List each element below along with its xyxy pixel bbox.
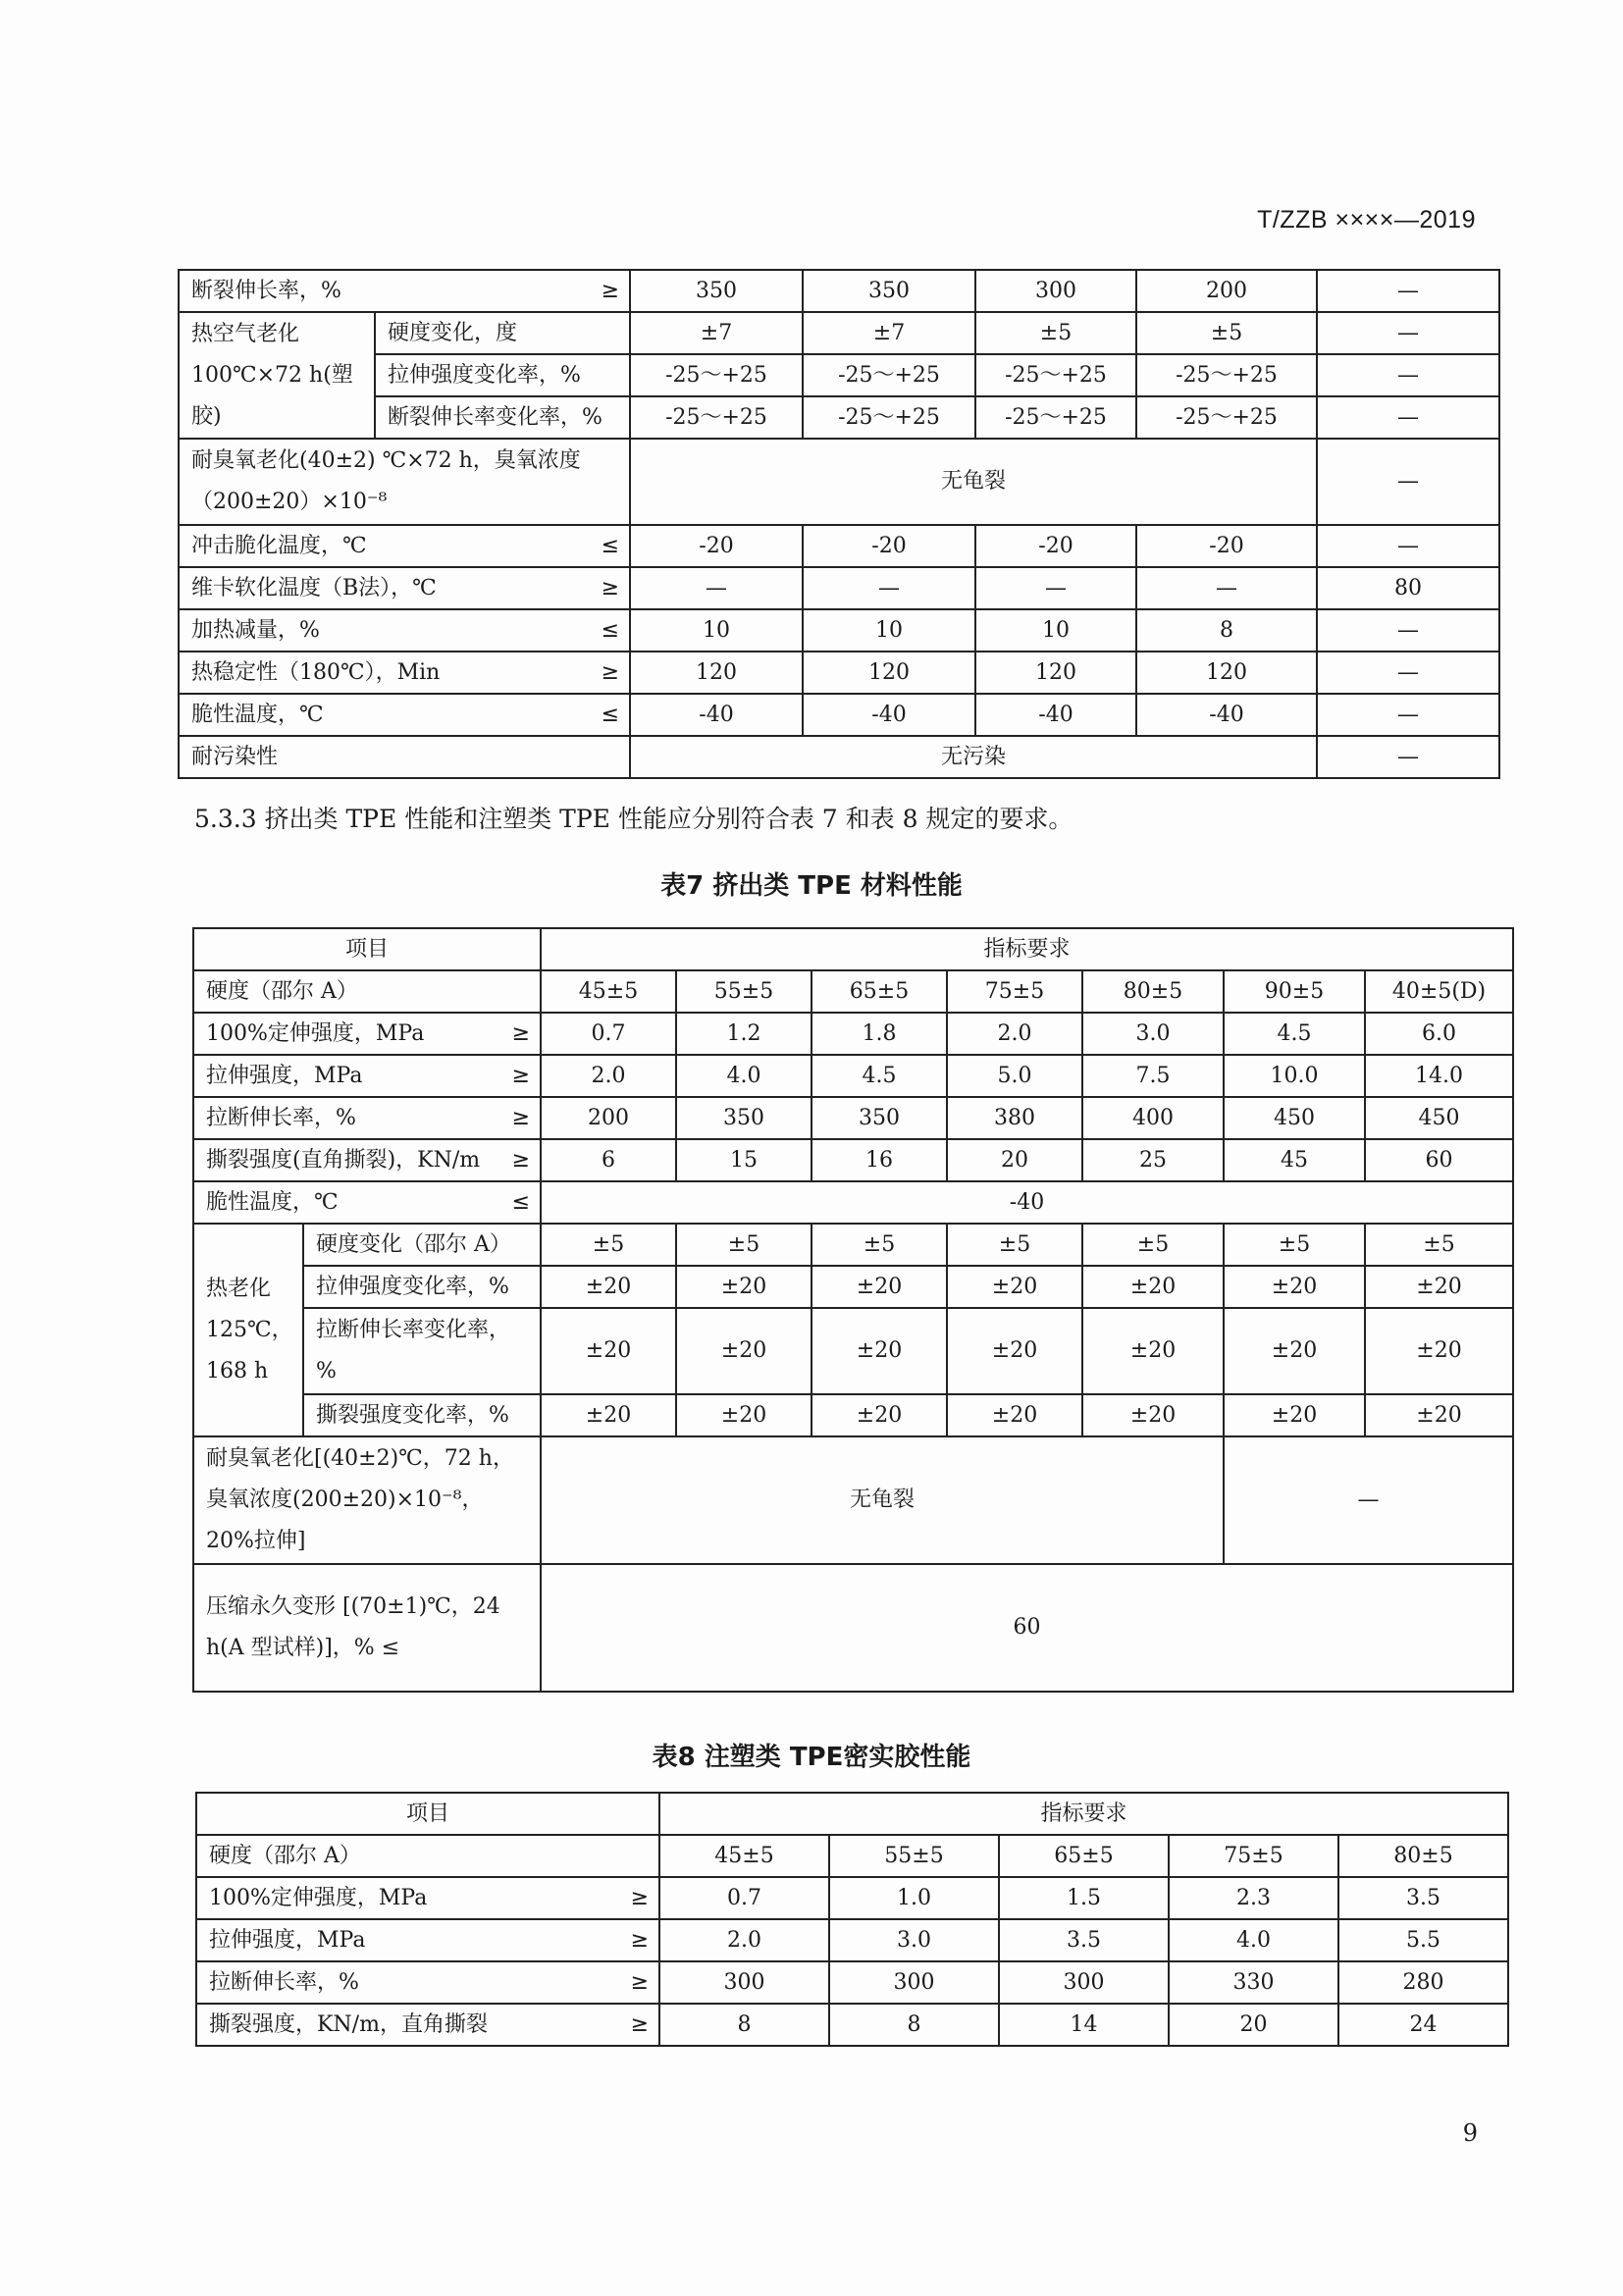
cell: ±20 <box>541 1266 676 1308</box>
cell: ±20 <box>1365 1266 1513 1308</box>
cell: 40±5(D) <box>1365 970 1513 1013</box>
table-row <box>179 736 1499 778</box>
header-requirement: 指标要求 <box>659 1793 1508 1835</box>
group-label: 热空气老化 100℃×72 h(塑胶) <box>179 312 375 439</box>
table-row <box>193 1308 1513 1394</box>
cell: — <box>1224 1436 1513 1564</box>
cell: 65±5 <box>999 1835 1169 1877</box>
cell: 60 <box>1365 1139 1513 1181</box>
cell: ±7 <box>803 312 975 354</box>
table-row <box>179 312 1499 354</box>
cell: ±20 <box>676 1308 812 1394</box>
cell: 20 <box>1169 2004 1338 2046</box>
cell: — <box>1317 609 1499 652</box>
cell: ±20 <box>1224 1394 1365 1436</box>
table-row <box>179 354 1499 396</box>
cell: — <box>630 567 803 609</box>
cell: -40 <box>803 694 975 736</box>
table-8 <box>195 1792 1509 2047</box>
table-row <box>179 694 1499 736</box>
row-label: 拉断伸长率变化率，% <box>303 1308 541 1394</box>
group-label: 热老化 125℃，168 h <box>193 1224 303 1436</box>
cell: 5.0 <box>947 1055 1082 1097</box>
cell: — <box>1317 439 1499 525</box>
cell: 0.7 <box>659 1877 829 1919</box>
cell: 4.5 <box>1224 1013 1365 1055</box>
cell: ±20 <box>947 1308 1082 1394</box>
cell: — <box>1317 270 1499 312</box>
table-row <box>193 1394 1513 1436</box>
cell: -20 <box>975 525 1136 567</box>
cell: 65±5 <box>812 970 947 1013</box>
row-label: 压缩永久变形 [(70±1)℃，24 h(A 型试样)]，% ≤ <box>193 1564 541 1692</box>
table-row <box>193 1181 1513 1224</box>
cell: 120 <box>1136 652 1317 694</box>
cell: ±5 <box>1082 1224 1224 1266</box>
row-label: 拉伸强度变化率，% <box>303 1266 541 1308</box>
cell: 120 <box>975 652 1136 694</box>
cell: -25～+25 <box>975 354 1136 396</box>
cell: 2.0 <box>947 1013 1082 1055</box>
cell: -25～+25 <box>803 396 975 439</box>
cell: 80 <box>1317 567 1499 609</box>
row-label: 撕裂强度变化率，% <box>303 1394 541 1436</box>
cell: — <box>1317 652 1499 694</box>
cell: 25 <box>1082 1139 1224 1181</box>
cell: 45±5 <box>659 1835 829 1877</box>
row-label: 拉伸强度变化率，% <box>375 354 630 396</box>
cell: 400 <box>1082 1097 1224 1139</box>
row-label: 硬度（邵尔 A） <box>193 970 541 1013</box>
cell: ±20 <box>1082 1308 1224 1394</box>
cell: ±20 <box>1082 1266 1224 1308</box>
cell: ±20 <box>1224 1308 1365 1394</box>
cell: 14 <box>999 2004 1169 2046</box>
row-label: 耐臭氧老化(40±2) ℃×72 h，臭氧浓度（200±20）×10⁻⁸ <box>179 439 630 525</box>
cell: ±20 <box>947 1266 1082 1308</box>
cell: 350 <box>676 1097 812 1139</box>
cell: 4.0 <box>1169 1919 1338 1961</box>
cell: 6.0 <box>1365 1013 1513 1055</box>
cell: 300 <box>829 1961 999 2004</box>
cell: -40 <box>1136 694 1317 736</box>
cell: — <box>1136 567 1317 609</box>
table-row <box>196 1835 1508 1877</box>
cell: 120 <box>630 652 803 694</box>
cell: 45 <box>1224 1139 1365 1181</box>
cell: — <box>1317 694 1499 736</box>
cell: 300 <box>659 1961 829 2004</box>
table-row <box>179 525 1499 567</box>
cell: 3.0 <box>1082 1013 1224 1055</box>
cell: -20 <box>803 525 975 567</box>
row-label: 热稳定性（180℃），Min ≥ <box>179 652 630 694</box>
cell: ±5 <box>1224 1224 1365 1266</box>
cell: -25～+25 <box>630 396 803 439</box>
cell: 1.0 <box>829 1877 999 1919</box>
row-label: 加热减量，% ≤ <box>179 609 630 652</box>
cell: 55±5 <box>829 1835 999 1877</box>
cell: ±20 <box>541 1394 676 1436</box>
cell: 8 <box>1136 609 1317 652</box>
cell: 4.0 <box>676 1055 812 1097</box>
row-label: 拉伸强度，MPa ≥ <box>196 1919 659 1961</box>
cell: ±20 <box>812 1266 947 1308</box>
table-row <box>193 970 1513 1013</box>
cell: 6 <box>541 1139 676 1181</box>
cell: 8 <box>659 2004 829 2046</box>
table-7 <box>192 927 1514 1693</box>
table-row <box>179 609 1499 652</box>
cell: ±5 <box>1365 1224 1513 1266</box>
cell: 10.0 <box>1224 1055 1365 1097</box>
header-item: 项目 <box>196 1793 659 1835</box>
cell: 10 <box>975 609 1136 652</box>
cell: 无龟裂 <box>630 439 1317 525</box>
table-row <box>179 396 1499 439</box>
cell: 14.0 <box>1365 1055 1513 1097</box>
cell: 450 <box>1224 1097 1365 1139</box>
table-row <box>193 1266 1513 1308</box>
table-row <box>193 1055 1513 1097</box>
cell: 55±5 <box>676 970 812 1013</box>
cell: 2.0 <box>541 1055 676 1097</box>
table-row <box>193 1564 1513 1692</box>
clause-5-3-3: 5.3.3 挤出类 TPE 性能和注塑类 TPE 性能应分别符合表 7 和表 8 规定的要求。 <box>194 805 1073 833</box>
table-row <box>193 1097 1513 1139</box>
row-label: 断裂伸长率，% ≥ <box>179 270 630 312</box>
table-row <box>196 1961 1508 2004</box>
cell: 120 <box>803 652 975 694</box>
cell: 3.0 <box>829 1919 999 1961</box>
cell: -20 <box>1136 525 1317 567</box>
cell: 无污染 <box>630 736 1317 778</box>
row-label: 维卡软化温度（B法），℃ ≥ <box>179 567 630 609</box>
cell: 350 <box>630 270 803 312</box>
cell: 20 <box>947 1139 1082 1181</box>
cell: 60 <box>541 1564 1513 1692</box>
table-6-continued <box>178 269 1500 779</box>
cell: 75±5 <box>1169 1835 1338 1877</box>
cell: ±5 <box>1136 312 1317 354</box>
cell: 350 <box>803 270 975 312</box>
cell: 300 <box>975 270 1136 312</box>
cell: 330 <box>1169 1961 1338 2004</box>
table-header <box>193 928 1513 970</box>
cell: 75±5 <box>947 970 1082 1013</box>
table-header <box>196 1793 1508 1835</box>
cell: 2.0 <box>659 1919 829 1961</box>
header-requirement: 指标要求 <box>541 928 1513 970</box>
cell: ±5 <box>947 1224 1082 1266</box>
cell: ±20 <box>541 1308 676 1394</box>
table-row <box>196 1919 1508 1961</box>
row-label: 冲击脆化温度，℃ ≤ <box>179 525 630 567</box>
cell: 1.5 <box>999 1877 1169 1919</box>
row-label: 100%定伸强度，MPa ≥ <box>196 1877 659 1919</box>
row-label: 撕裂强度，KN/m，直角撕裂 ≥ <box>196 2004 659 2046</box>
cell: 3.5 <box>1338 1877 1508 1919</box>
row-label: 拉断伸长率，% ≥ <box>193 1097 541 1139</box>
cell: 4.5 <box>812 1055 947 1097</box>
cell: 16 <box>812 1139 947 1181</box>
cell: — <box>1317 396 1499 439</box>
cell: -20 <box>630 525 803 567</box>
cell: -25～+25 <box>1136 354 1317 396</box>
table-row <box>193 1436 1513 1564</box>
table-row <box>196 1877 1508 1919</box>
cell: ±20 <box>1365 1394 1513 1436</box>
cell: 200 <box>1136 270 1317 312</box>
cell: 80±5 <box>1082 970 1224 1013</box>
cell: ±7 <box>630 312 803 354</box>
cell: 1.8 <box>812 1013 947 1055</box>
table-row <box>193 1224 1513 1266</box>
row-label: 硬度（邵尔 A） <box>196 1835 659 1877</box>
cell: -40 <box>541 1181 1513 1224</box>
table-row <box>193 1013 1513 1055</box>
cell: — <box>1317 525 1499 567</box>
table-row <box>179 652 1499 694</box>
cell: 300 <box>999 1961 1169 2004</box>
cell: 450 <box>1365 1097 1513 1139</box>
cell: -25～+25 <box>803 354 975 396</box>
header-item: 项目 <box>193 928 541 970</box>
cell: ±5 <box>676 1224 812 1266</box>
cell: — <box>1317 354 1499 396</box>
cell: -25～+25 <box>975 396 1136 439</box>
cell: -25～+25 <box>630 354 803 396</box>
cell: 15 <box>676 1139 812 1181</box>
cell: 45±5 <box>541 970 676 1013</box>
cell: 380 <box>947 1097 1082 1139</box>
table-row <box>179 270 1499 312</box>
cell: 10 <box>630 609 803 652</box>
table-row <box>193 1139 1513 1181</box>
cell: -40 <box>975 694 1136 736</box>
row-label: 耐臭氧老化[(40±2)℃，72 h，臭氧浓度(200±20)×10⁻⁸，20%拉伸] <box>193 1436 541 1564</box>
row-label: 脆性温度，℃ ≤ <box>179 694 630 736</box>
cell: 1.2 <box>676 1013 812 1055</box>
table-8-caption: 表8 注塑类 TPE密实胶性能 <box>652 1743 971 1772</box>
cell: ±20 <box>947 1394 1082 1436</box>
cell: ±20 <box>1082 1394 1224 1436</box>
cell: 10 <box>803 609 975 652</box>
table-7-caption: 表7 挤出类 TPE 材料性能 <box>660 871 963 901</box>
cell: — <box>975 567 1136 609</box>
row-label: 断裂伸长率变化率，% <box>375 396 630 439</box>
cell: 5.5 <box>1338 1919 1508 1961</box>
table-row <box>179 567 1499 609</box>
cell: — <box>803 567 975 609</box>
document-code: T/ZZB ××××—2019 <box>1257 206 1476 234</box>
cell: ±5 <box>812 1224 947 1266</box>
row-label: 脆性温度，℃ ≤ <box>193 1181 541 1224</box>
cell: 24 <box>1338 2004 1508 2046</box>
cell: ±20 <box>1365 1308 1513 1394</box>
cell: 3.5 <box>999 1919 1169 1961</box>
cell: 2.3 <box>1169 1877 1338 1919</box>
cell: 280 <box>1338 1961 1508 2004</box>
cell: 8 <box>829 2004 999 2046</box>
cell: — <box>1317 312 1499 354</box>
cell: 无龟裂 <box>541 1436 1224 1564</box>
cell: 90±5 <box>1224 970 1365 1013</box>
cell: ±20 <box>1224 1266 1365 1308</box>
cell: ±5 <box>975 312 1136 354</box>
cell: 350 <box>812 1097 947 1139</box>
cell: -40 <box>630 694 803 736</box>
row-label: 硬度变化，度 <box>375 312 630 354</box>
cell: ±20 <box>812 1308 947 1394</box>
row-label: 拉断伸长率，% ≥ <box>196 1961 659 2004</box>
row-label: 拉伸强度，MPa ≥ <box>193 1055 541 1097</box>
row-label: 耐污染性 <box>179 736 630 778</box>
page-number: 9 <box>1462 2119 1478 2147</box>
cell: — <box>1317 736 1499 778</box>
cell: ±20 <box>812 1394 947 1436</box>
row-label: 撕裂强度(直角撕裂)，KN/m ≥ <box>193 1139 541 1181</box>
cell: 0.7 <box>541 1013 676 1055</box>
cell: -25～+25 <box>1136 396 1317 439</box>
cell: ±20 <box>676 1394 812 1436</box>
table-row <box>179 439 1499 525</box>
cell: 80±5 <box>1338 1835 1508 1877</box>
row-label: 100%定伸强度，MPa ≥ <box>193 1013 541 1055</box>
cell: 200 <box>541 1097 676 1139</box>
cell: ±5 <box>541 1224 676 1266</box>
row-label: 硬度变化（邵尔 A） <box>303 1224 541 1266</box>
table-row <box>196 2004 1508 2046</box>
cell: ±20 <box>676 1266 812 1308</box>
cell: 7.5 <box>1082 1055 1224 1097</box>
